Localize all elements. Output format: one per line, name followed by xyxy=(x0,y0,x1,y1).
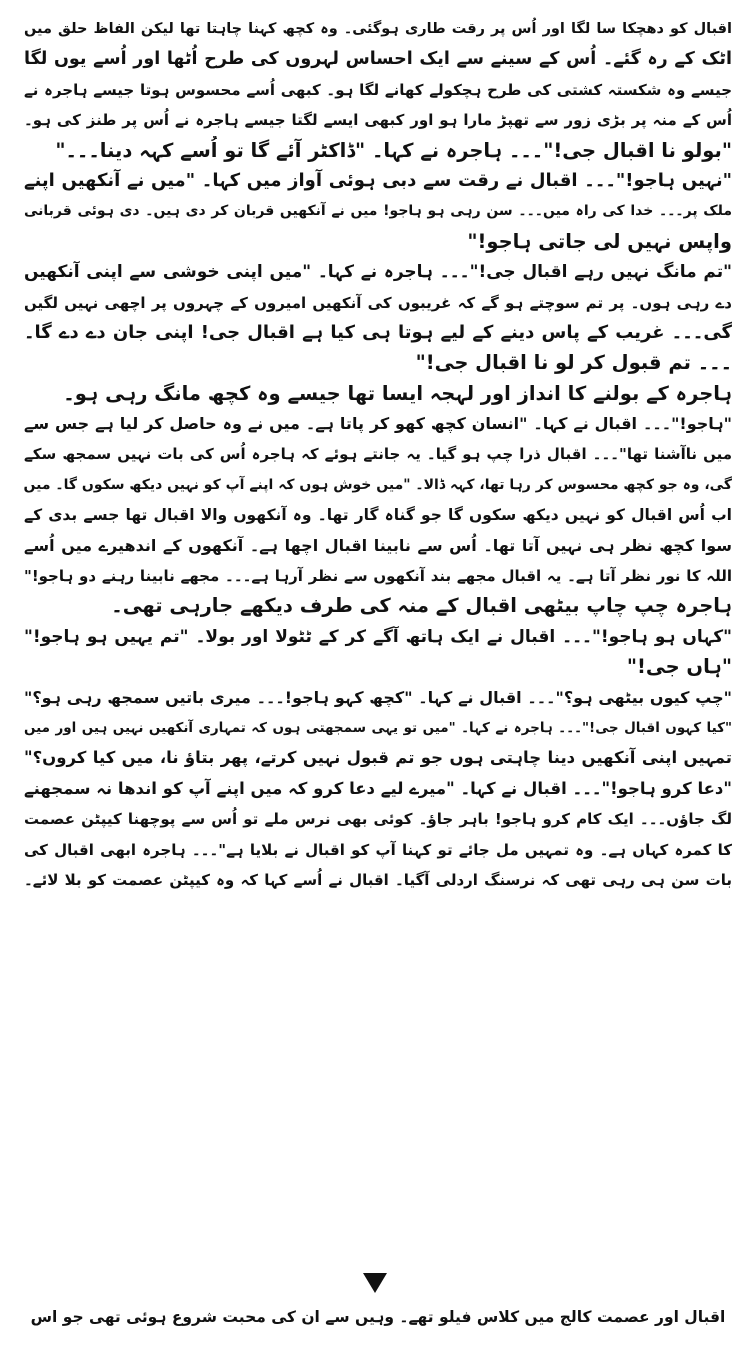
text-line: گی۔۔۔ غریب کے پاس دینے کے لیے ہوتا ہی کیا ہے اقبال جی! اپنی جان دے دے گا۔ xyxy=(24,321,732,343)
text-line: "ہاں جی!" xyxy=(626,655,732,679)
section-divider-triangle-icon xyxy=(362,1271,388,1295)
text-line: سوا کچھ نظر ہی نہیں آتا تھا۔ اُس سے نابینا اقبال اچھا ہے۔ آنکھوں کے اندھیرے میں اُسے xyxy=(24,535,732,555)
section-divider xyxy=(0,1268,750,1298)
text-line: لگ جاؤں۔۔۔ ایک کام کرو ہاجو! باہر جاؤ۔ کوئی بھی نرس ملے تو اُس سے پوچھنا کیپٹن عصمت xyxy=(24,810,732,829)
text-line: ہاجرہ چپ چاپ بیٹھی اقبال کے منہ کی طرف دیکھے جارہی تھی۔ xyxy=(111,594,732,618)
text-line: کا کمرہ کہاں ہے۔ وہ تمہیں مل جائے تو کہنا آپ کو اقبال نے بلایا ہے"۔۔۔ ہاجرہ ابھی اقبال کی xyxy=(24,840,732,859)
text-line: دے رہی ہوں۔ پر تم سوچتے ہو گے کہ غریبوں کی آنکھیں امیروں کے چہروں پر اچھی نہیں لگیں xyxy=(24,293,732,312)
text-line: جیسے وہ شکستہ کشتی کی طرح ہچکولے کھانے لگا ہو۔ کبھی اُسے محسوس ہوتا جیسے ہاجرہ نے xyxy=(24,80,732,99)
text-line: اب اُس اقبال کو نہیں دیکھ سکوں گا جو گناہ گار تھا۔ وہ آنکھوں والا اقبال تھا جسے بدی کے xyxy=(24,506,732,525)
text-line: اللہ کا نور نظر آتا ہے۔ یہ اقبال مجھے بند آنکھوں سے نظر آرہا ہے۔۔۔ مجھے نابینا رہنے دو ہاجو!" xyxy=(24,567,732,586)
text-line: "کیا کہوں اقبال جی!"۔۔۔ ہاجرہ نے کہا۔ "میں تو یہی سمجھتی ہوں کہ تمہاری آنکھیں نہیں ہیں اور میں xyxy=(24,719,732,736)
text-line: "دعا کرو ہاجو!"۔۔۔ اقبال نے کہا۔ "میرے لیے دعا کرو کہ میں اپنے آپ کو اندھا نہ سمجھنے xyxy=(24,778,732,798)
text-line: اُس کے منہ پر بڑی زور سے تھپڑ مارا ہو اور کبھی ایسے لگتا جیسے ہاجرہ نے اُس پر طنز کی ہو۔ xyxy=(24,111,732,130)
text-line: "نہیں ہاجو!"۔۔۔ اقبال نے رقت سے دبی ہوئی آواز میں کہا۔ "میں نے آنکھیں اپنے xyxy=(24,169,732,191)
text-line: اقبال کو دھچکا سا لگا اور اُس پر رقت طاری ہوگئی۔ وہ کچھ کہنا چاہتا تھا لیکن الفاظ حلق میں xyxy=(24,21,732,37)
text-line: "ہاجو!"۔۔۔ اقبال نے کہا۔ "انسان کچھ کھو کر پاتا ہے۔ میں نے وہ حاصل کر لیا ہے جس سے xyxy=(24,414,732,434)
text-line: "چپ کیوں بیٹھی ہو؟"۔۔۔ اقبال نے کہا۔ "کچھ کہو ہاجو!۔۔۔ میری باتیں سمجھ رہی ہو؟" xyxy=(24,687,732,707)
next-section-text: اقبال اور عصمت کالج میں کلاس فیلو تھے۔ وہیں سے ان کی محبت شروع ہوئی تھی جو اس xyxy=(30,1308,726,1326)
text-line: "تم مانگ نہیں رہے اقبال جی!"۔۔۔ ہاجرہ نے کہا۔ "میں اپنی خوشی سے اپنی آنکھیں xyxy=(24,262,732,283)
text-line: "کہاں ہو ہاجو!"۔۔۔ اقبال نے ایک ہاتھ آگے کر کے ٹٹولا اور بولا۔ "تم یہیں ہو ہاجو!" xyxy=(24,626,732,647)
text-line: تمہیں اپنی آنکھیں دینا چاہتی ہوں جو تم قبول نہیں کرتے، پھر بتاؤ نا، میں کیا کروں؟" xyxy=(24,748,732,768)
text-line: میں ناآشنا تھا"۔۔۔ اقبال ذرا چپ ہو گیا۔ یہ جانتے ہوئے کہ ہاجرہ اُس کی بات نہیں سمجھ سکے xyxy=(24,445,732,464)
text-line: ۔۔۔ تم قبول کر لو نا اقبال جی!" xyxy=(415,351,732,375)
text-line: ملک پر۔۔۔ خدا کی راہ میں۔۔۔ سن رہی ہو ہاجو! میں نے آنکھیں قربان کر دی ہیں۔ دی ہوئی قربانی xyxy=(24,203,732,220)
article-body xyxy=(24,14,732,895)
text-line: واپس نہیں لی جاتی ہاجو!" xyxy=(467,229,732,253)
text-line: گی، وہ جو کچھ محسوس کر رہا تھا، کہہ ڈالا۔ "میں خوش ہوں کہ اپنے آپ کو نہیں دیکھ سکوں گا۔ میں xyxy=(24,476,732,493)
text-line: ہاجرہ کے بولنے کا انداز اور لہجہ ایسا تھا جیسے وہ کچھ مانگ رہی ہو۔ xyxy=(63,381,732,405)
text-line: اٹک کے رہ گئے۔ اُس کے سینے سے ایک احساس لہروں کی طرح اُٹھا اور اُسے یوں لگا xyxy=(24,49,732,70)
text-line: بات سن ہی رہی تھی کہ نرسنگ اردلی آگیا۔ اقبال نے اُسے کہا کہ وہ کیپٹن عصمت کو بلا لائے۔ xyxy=(24,870,732,889)
text-line: "بولو نا اقبال جی!"۔۔۔ ہاجرہ نے کہا۔ "ڈاکٹر آئے گا تو اُسے کہہ دینا۔۔۔" xyxy=(55,138,732,162)
